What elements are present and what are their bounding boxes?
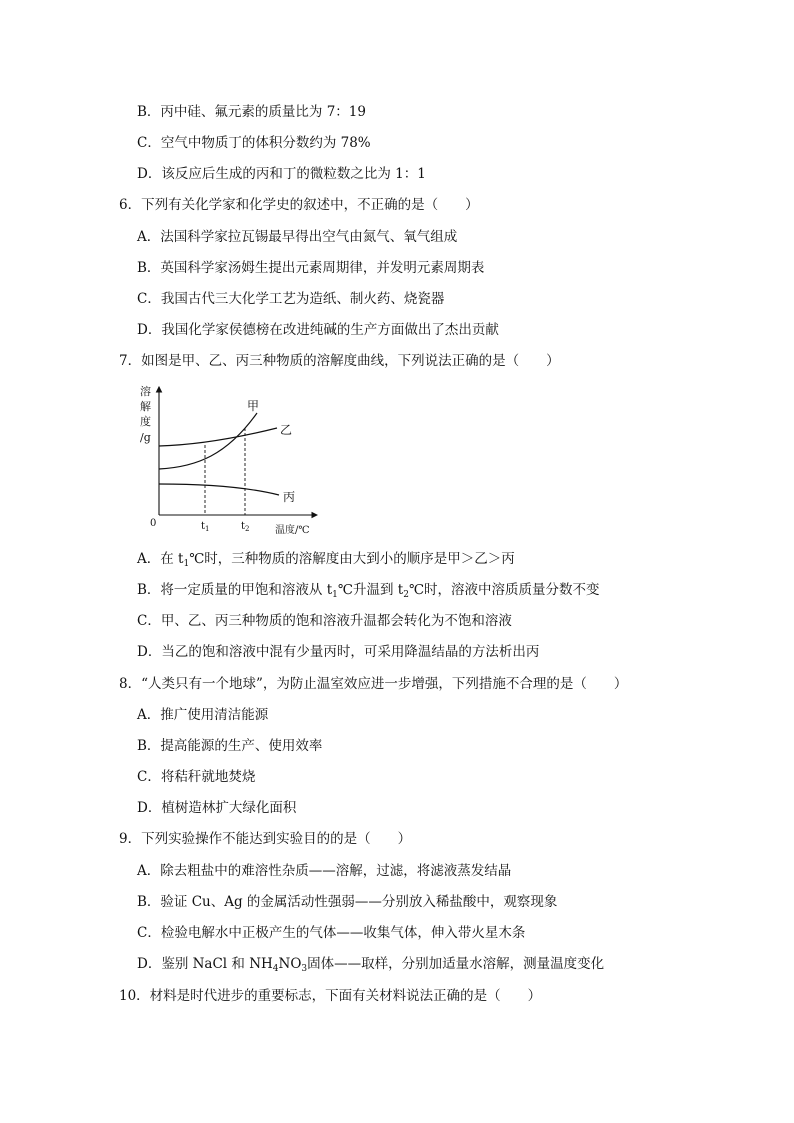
q7-option-a: [137, 550, 515, 568]
q7-a-sub: 1: [183, 559, 190, 569]
q6-option-c: C．我国古代三大化学工艺为造纸、制火药、烧瓷器: [137, 291, 445, 307]
q6-option-d: D．我国化学家侯德榜在改进纯碱的生产方面做出了杰出贡献: [137, 322, 499, 338]
y-axis-label-3: 度: [140, 415, 151, 428]
curve-yi: [159, 428, 277, 446]
tick-t2: [241, 521, 250, 533]
tick-t1: [201, 521, 210, 533]
tick-t1-sub: 1: [205, 525, 210, 533]
q7-b-sub2: 2: [403, 590, 409, 600]
q7-option-c: C．甲、乙、丙三种物质的饱和溶液升温都会转化为不饱和溶液: [137, 613, 512, 629]
tick-t2-base: t: [241, 521, 246, 532]
origin-label: 0: [150, 518, 157, 529]
q9-stem: 9．下列实验操作不能达到实验目的的是（ ）: [119, 831, 412, 847]
series-label-yi: 乙: [280, 423, 293, 437]
series-label-bing: 丙: [283, 490, 296, 504]
q9-d-sub1: 4: [272, 964, 279, 974]
q9-d-post: 固体——取样，分别加适量水溶解，测量温度变化: [307, 956, 605, 972]
q8-stem: 8．“人类只有一个地球”，为防止温室效应进一步增强，下列措施不合理的是（ ）: [119, 676, 628, 692]
x-axis-label: 温度/℃: [275, 525, 310, 536]
q7-stem: 7．如图是甲、乙、丙三种物质的溶解度曲线，下列说法正确的是（ ）: [119, 353, 560, 369]
q8-option-c: C．将秸秆就地焚烧: [137, 769, 256, 785]
q7-option-b: [137, 581, 600, 599]
q7-b-pre: B．将一定质量的甲饱和溶液从 t: [137, 582, 333, 598]
y-axis-label-2: 解: [140, 400, 151, 413]
q7-option-d: D．当乙的饱和溶液中混有少量丙时，可采用降温结晶的方法析出丙: [137, 644, 540, 660]
y-axis-label-4: /g: [140, 431, 151, 444]
q9-option-d: [137, 955, 604, 973]
tick-t2-sub: 2: [245, 525, 250, 533]
q5-option-c: C．空气中物质丁的体积分数约为 78%: [137, 135, 371, 151]
series-label-jia: 甲: [247, 399, 260, 413]
q8-option-b: B．提高能源的生产、使用效率: [137, 738, 323, 754]
tick-t1-base: t: [201, 521, 206, 532]
q9-d-pre: D．鉴别 NaCl 和 NH: [137, 956, 273, 972]
q6-option-b: B．英国科学家汤姆生提出元素周期律，并发明元素周期表: [137, 260, 485, 276]
curve-jia: [159, 413, 257, 469]
q7-a-pre: A．在 t: [137, 551, 184, 567]
q9-option-c: C．检验电解水中正极产生的气体——收集气体，伸入带火星木条: [137, 925, 526, 941]
q7-a-post: ℃时，三种物质的溶解度由大到小的顺序是甲＞乙＞丙: [189, 551, 515, 567]
q7-b-mid: ℃升温到 t: [337, 582, 404, 598]
q5-option-b: B．丙中硅、氟元素的质量比为 7：19: [137, 104, 366, 120]
solubility-chart: [137, 383, 327, 543]
q5-option-d: D．该反应后生成的丙和丁的微粒数之比为 1：1: [137, 166, 426, 182]
q7-b-sub1: 1: [332, 590, 338, 600]
q7-b-post: ℃时，溶液中溶质质量分数不变: [408, 582, 600, 598]
q9-option-b: B．验证 Cu、Ag 的金属活动性强弱——分别放入稀盐酸中，观察现象: [137, 894, 558, 910]
y-axis-label-1: 溶: [140, 385, 151, 398]
q6-option-a: A．法国科学家拉瓦锡最早得出空气由氮气、氧气组成: [137, 229, 458, 245]
q8-option-a: A．推广使用清洁能源: [137, 707, 269, 723]
curve-bing: [159, 484, 279, 495]
q6-stem: 6．下列有关化学家和化学史的叙述中，不正确的是（ ）: [119, 197, 479, 213]
q9-option-a: A．除去粗盐中的难溶性杂质——溶解，过滤，将滤液蒸发结晶: [137, 863, 512, 879]
q9-d-sub2: 3: [301, 964, 308, 974]
q9-d-mid: NO: [278, 956, 302, 972]
q8-option-d: D．植树造林扩大绿化面积: [137, 800, 297, 816]
q10-stem: 10．材料是时代进步的重要标志，下面有关材料说法正确的是（ ）: [119, 988, 542, 1004]
